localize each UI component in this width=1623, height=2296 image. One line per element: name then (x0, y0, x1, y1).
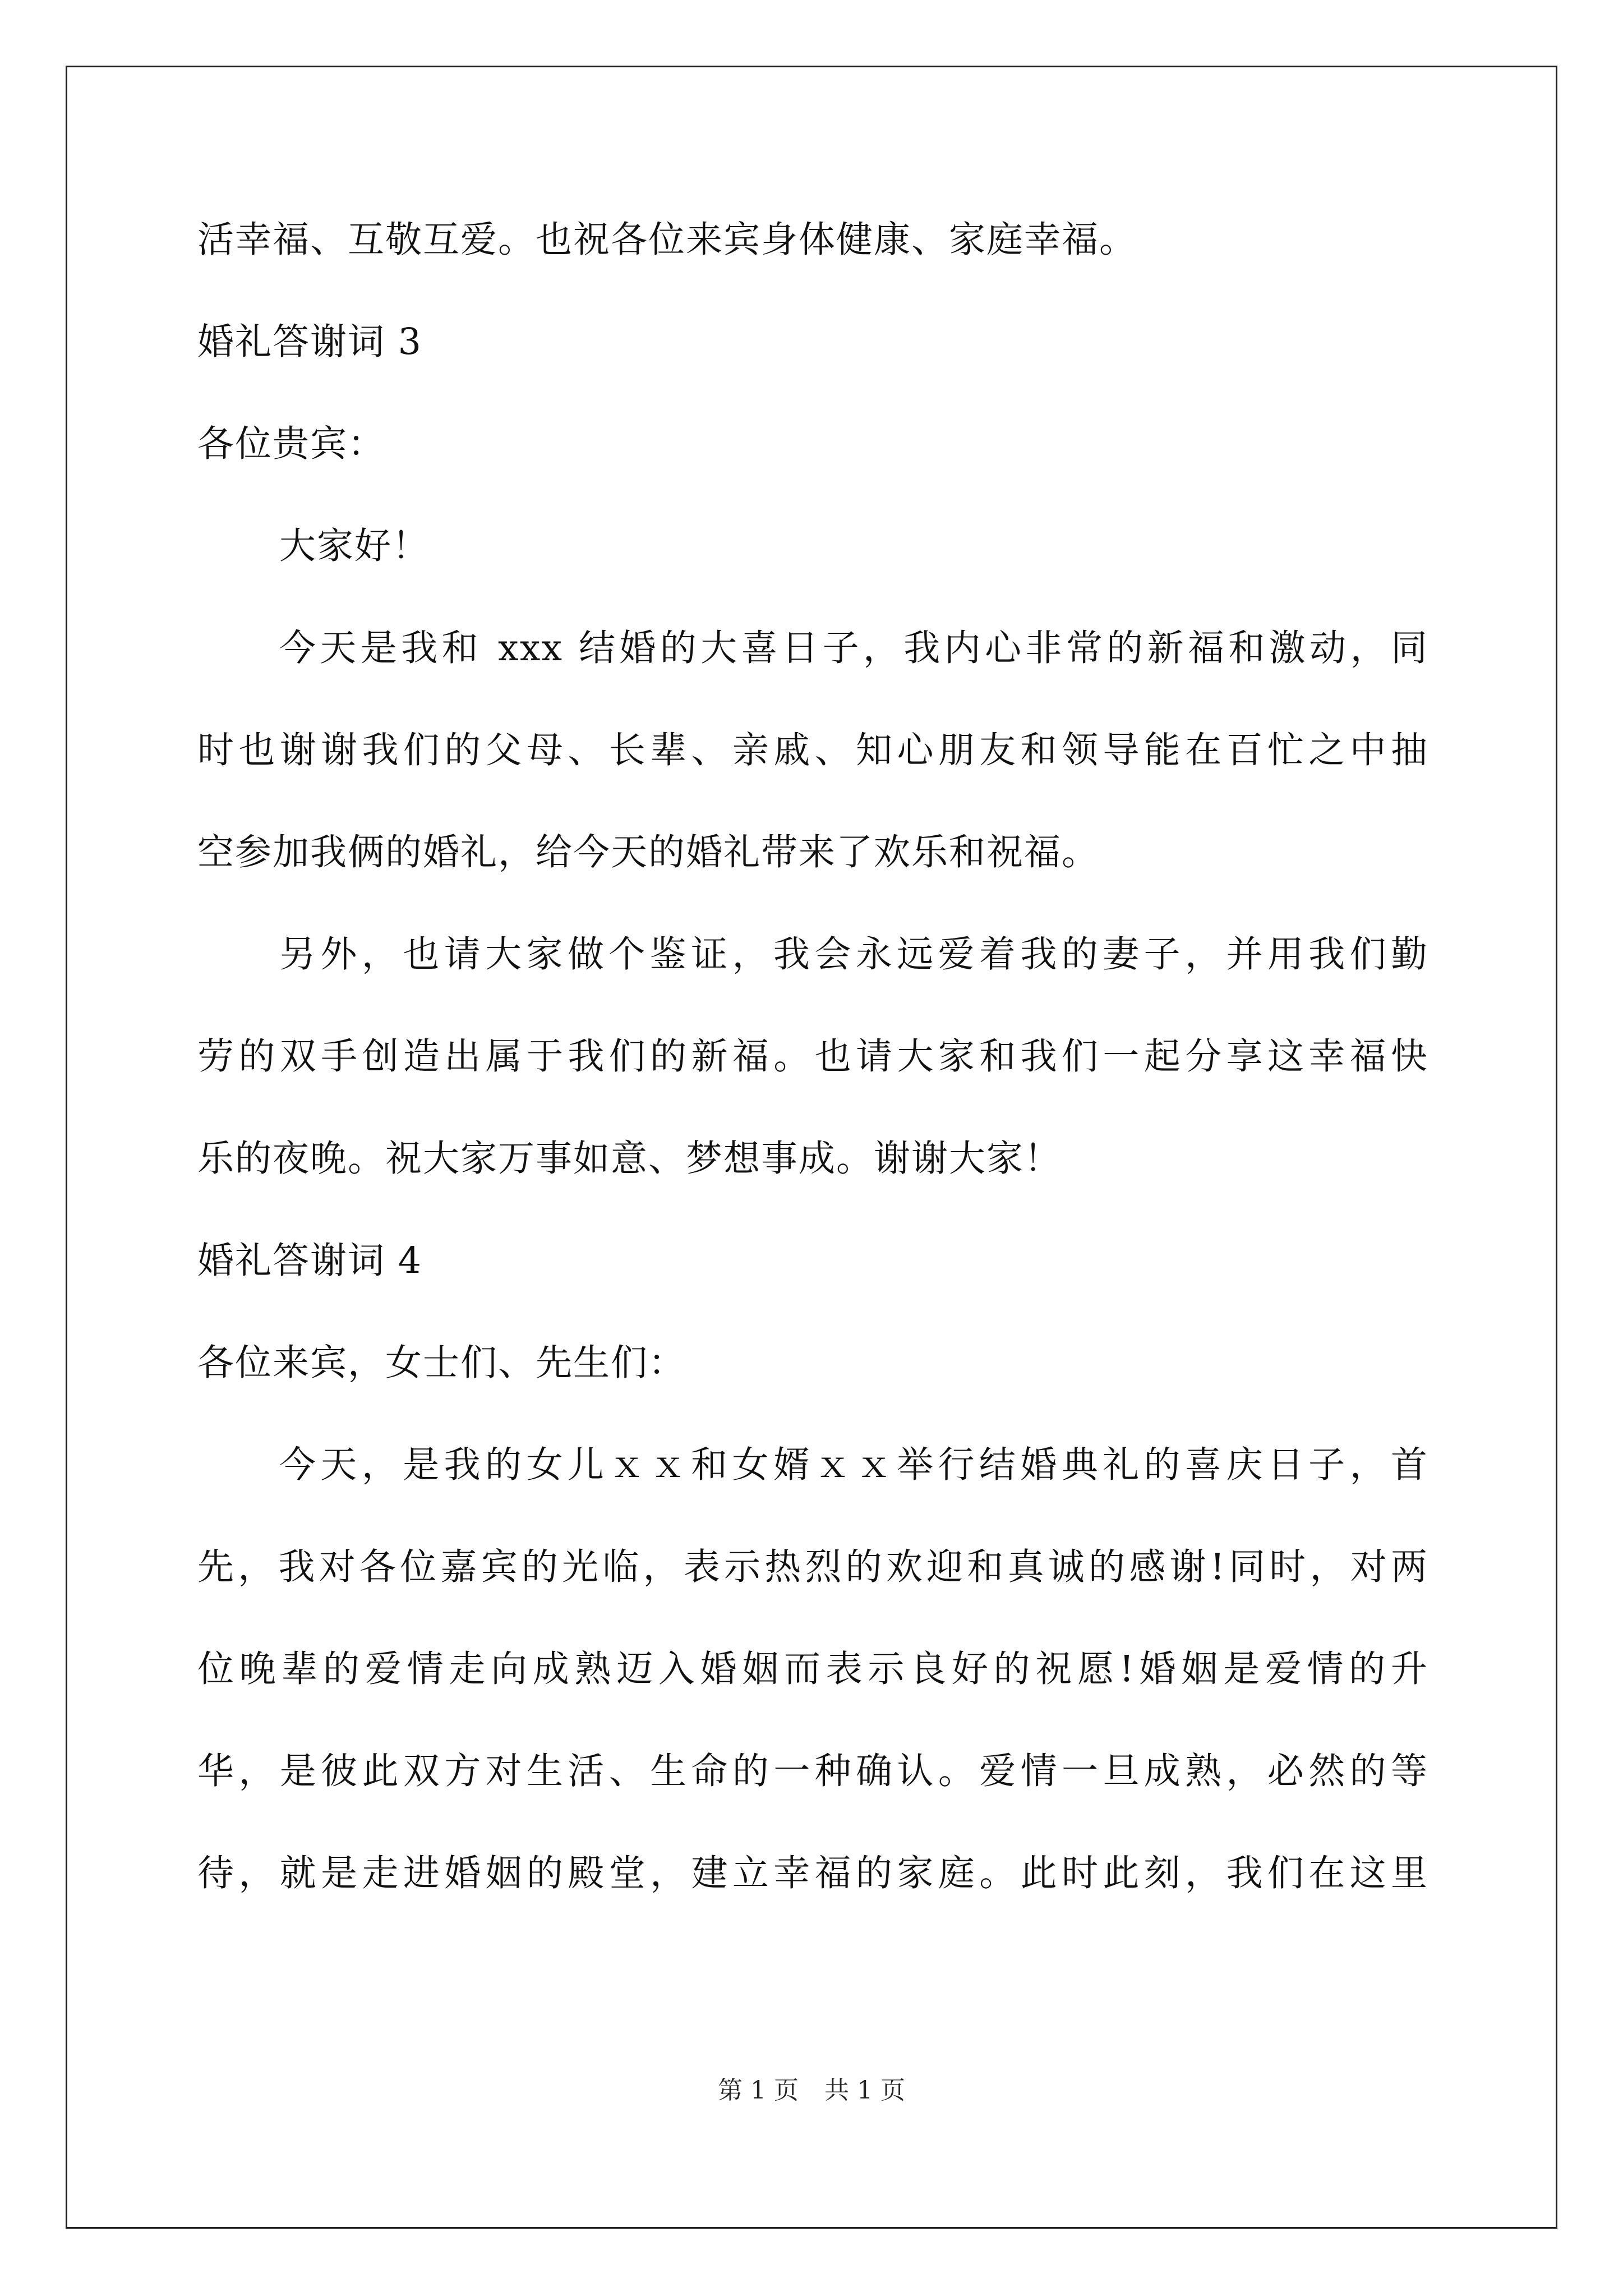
salutation: 各位贵宾： (197, 423, 386, 465)
document-body (197, 215, 1428, 1950)
page-number: 第 1 页 (718, 2076, 799, 2105)
paragraph-line: 空参加我俩的婚礼，给今天的婚礼带来了欢乐和祝福。 (197, 831, 1100, 873)
paragraph-line: 今天是我和 xxx 结婚的大喜日子，我内心非常的新福和激动，同 (279, 627, 1428, 669)
page-footer (0, 2074, 1623, 2108)
page-total: 共 1 页 (824, 2076, 905, 2105)
paragraph-line: 先，我对各位嘉宾的光临，表示热烈的欢迎和真诚的感谢!同时，对两 (197, 1546, 1428, 1588)
paragraph-line: 乐的夜晚。祝大家万事如意、梦想事成。谢谢大家！ (197, 1138, 1062, 1180)
paragraph-line: 位晚辈的爱情走向成熟迈入婚姻而表示良好的祝愿!婚姻是爱情的升 (197, 1648, 1428, 1690)
section-heading: 婚礼答谢词 3 (197, 321, 423, 363)
salutation: 各位来宾，女士们、先生们： (197, 1342, 686, 1384)
section-heading: 婚礼答谢词 4 (197, 1240, 423, 1282)
greeting: 大家好！ (279, 525, 430, 567)
paragraph-line: 另外，也请大家做个鉴证，我会永远爱着我的妻子，并用我们勤 (279, 933, 1428, 976)
paragraph-line: 时也谢谢我们的父母、长辈、亲戚、知心朋友和领导能在百忙之中抽 (197, 729, 1428, 771)
paragraph-line: 华，是彼此双方对生活、生命的一种确认。爱情一旦成熟，必然的等 (197, 1750, 1428, 1792)
text-line: 活幸福、互敬互爱。也祝各位来宾身体健康、家庭幸福。 (197, 219, 1137, 261)
paragraph-line: 待，就是走进婚姻的殿堂，建立幸福的家庭。此时此刻，我们在这里 (197, 1852, 1428, 1894)
paragraph-line: 劳的双手创造出属于我们的新福。也请大家和我们一起分享这幸福快 (197, 1036, 1428, 1078)
paragraph-line: 今天，是我的女儿ｘｘ和女婿ｘｘ举行结婚典礼的喜庆日子，首 (279, 1444, 1428, 1486)
